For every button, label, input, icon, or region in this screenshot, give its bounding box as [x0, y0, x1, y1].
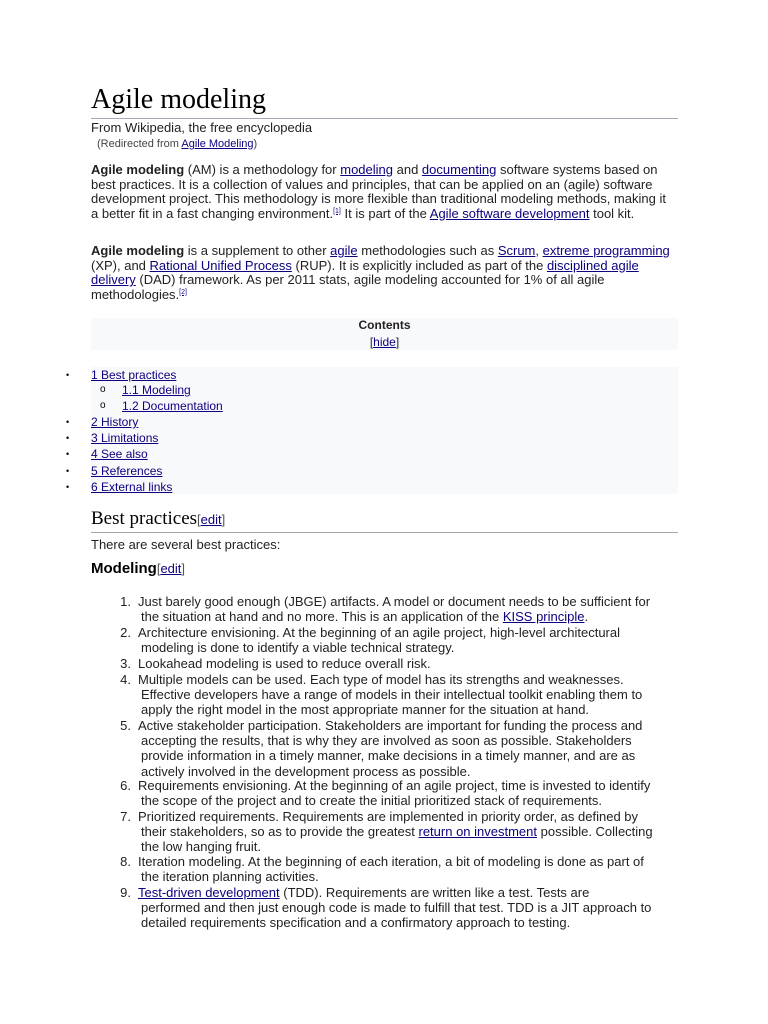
list-item: [117, 778, 677, 808]
list-item-line: [138, 594, 677, 609]
list-item-number: 7.: [120, 809, 131, 824]
redirect-notice: [97, 138, 257, 150]
list-item: [117, 594, 677, 624]
redirect-prefix: (Redirected from: [97, 138, 182, 150]
edit-section: [197, 512, 225, 527]
intro2-text: ,: [535, 243, 543, 258]
list-item-text: Prioritized requirements. Requirements are implemented in priority order, as defined by: [138, 809, 639, 824]
list-item-number: 9.: [120, 885, 131, 900]
bracket: ]: [221, 512, 226, 527]
subsection-heading-text: Modeling: [91, 560, 157, 577]
list-item: [117, 854, 677, 884]
link-scrum[interactable]: Scrum: [497, 243, 536, 258]
toc-title: Contents: [358, 318, 411, 332]
edit-link[interactable]: edit: [200, 512, 222, 527]
list-item-line: [138, 718, 677, 733]
list-item-text: the scope of the project and to create the initial prioritized stack of requirements.: [141, 793, 603, 809]
bracket: ]: [181, 561, 186, 576]
toc-item-references[interactable]: 5 References: [91, 464, 163, 478]
list-item-line: [138, 625, 677, 640]
toc-item-see-also[interactable]: 4 See also: [91, 447, 148, 461]
link-disciplined-agile-delivery[interactable]: disciplined agile delivery: [91, 257, 639, 288]
intro1-text: and: [393, 162, 422, 177]
link-test-driven-development[interactable]: Test-driven development: [138, 885, 280, 900]
list-item-text: the iteration planning activities.: [141, 869, 319, 885]
link-kiss-principle[interactable]: KISS principle: [502, 609, 585, 625]
list-item-number: 8.: [120, 854, 131, 869]
link-modeling[interactable]: modeling: [340, 162, 393, 177]
link-rational-unified-process[interactable]: Rational Unified Process: [149, 257, 292, 273]
list-item-text: apply the right model in the most appropriate manner for the situation at hand.: [141, 702, 590, 718]
reference-link[interactable]: [1]: [333, 207, 341, 215]
list-item-text: provide information in a timely manner, make decisions in a timely manner, and are as: [141, 748, 636, 764]
site-tagline: From Wikipedia, the free encyclopedia: [91, 120, 313, 135]
intro2-text: is a supplement to other: [184, 243, 331, 258]
list-item-text: Architecture envisioning. At the beginning of an agile project, high-level architectural: [138, 625, 621, 640]
bullet-icon: •: [66, 417, 70, 427]
bullet-icon: •: [66, 482, 70, 492]
list-item-line: [138, 854, 677, 869]
list-item-line: [141, 824, 677, 839]
list-item-line: [141, 869, 677, 884]
intro2-bold: Agile modeling: [91, 243, 185, 258]
toc-item-limitations[interactable]: 3 Limitations: [91, 431, 159, 445]
redirect-suffix: ): [253, 138, 258, 150]
list-item-line: [141, 915, 677, 930]
intro2-text: (DAD) framework. As per 2011 stats, agile modeling accounted for 1% of all agile methodologies.: [91, 272, 605, 302]
link-agile-software-development[interactable]: Agile software development: [429, 205, 590, 221]
toc-hide-link[interactable]: hide: [373, 335, 396, 349]
link-agile[interactable]: agile: [330, 243, 358, 258]
toc-item-history[interactable]: 2 History: [91, 415, 139, 429]
list-item-line: [138, 885, 677, 900]
list-item-line: [141, 733, 677, 748]
list-item-line: [141, 748, 677, 763]
intro1-bold: Agile modeling: [91, 162, 185, 177]
link-extreme-programming[interactable]: extreme programming: [542, 243, 670, 258]
list-item: [117, 885, 677, 931]
toc-list: [66, 367, 678, 494]
list-item-number: 1.: [120, 594, 131, 609]
toc-header: [91, 318, 678, 350]
section-heading-text: Best practices: [91, 508, 198, 529]
toc-item-documentation[interactable]: 1.2 Documentation: [122, 399, 223, 413]
intro-paragraph-1: [91, 163, 675, 221]
bullet-icon: •: [66, 449, 70, 459]
list-item-number: 5.: [120, 718, 131, 733]
list-item-line: [138, 809, 677, 824]
list-item-text: Multiple models can be used. Each type of model has its strengths and weaknesses.: [138, 672, 624, 687]
bracket: [: [156, 561, 161, 576]
list-item-number: 4.: [120, 672, 131, 687]
redirect-link[interactable]: Agile Modeling: [181, 138, 254, 150]
link-return-on-investment[interactable]: return on investment: [418, 824, 538, 840]
circle-bullet-icon: o: [100, 400, 106, 411]
bullet-icon: •: [66, 370, 70, 380]
intro-paragraph-2: [91, 244, 675, 302]
list-item-line: [141, 640, 677, 655]
bullet-icon: •: [66, 433, 70, 443]
edit-link[interactable]: edit: [160, 561, 182, 576]
reference-link[interactable]: [2]: [179, 288, 187, 296]
list-item-text: performed and then just enough code is made to fulfill that test. TDD is a JIT approach to: [141, 900, 652, 916]
list-item-text: Effective developers have a range of models in their intellectual toolkit enabling them to: [141, 687, 643, 703]
intro1-text: software systems based on best practices. It is a collection of values and principles, that can be applied on an (agile) software development project. This methodology is more flexible than traditional modeling methods, making it a better fit in a fast changing environment.: [91, 162, 666, 221]
list-item-text: modeling is done to identify a viable technical strategy.: [141, 640, 455, 656]
list-item-text: detailed requirements specification and a confirmatory approach to testing.: [141, 915, 571, 931]
intro1-text: It is part of the: [340, 205, 430, 221]
intro2-text: (XP), and: [91, 257, 150, 273]
list-item-text: Iteration modeling. At the beginning of each iteration, a bit of modeling is done as part of: [138, 854, 644, 869]
edit-section: [157, 561, 185, 576]
list-item-line: [141, 900, 677, 915]
list-item-text: possible. Collecting: [537, 824, 653, 840]
toc-toggle-wrapper: [91, 335, 678, 349]
list-item-line: [141, 764, 677, 779]
bracket: [: [369, 335, 374, 349]
bracket: ]: [395, 335, 400, 349]
list-item-number: 2.: [120, 625, 131, 640]
list-item-line: [141, 702, 677, 717]
list-item-line: the low hanging fruit.: [141, 839, 261, 855]
bracket: [: [197, 512, 201, 527]
list-item-text: (TDD). Requirements are written like a test. Tests are: [279, 885, 590, 900]
list-item: [117, 718, 677, 779]
list-item: [117, 656, 677, 671]
list-item-line: [141, 687, 677, 702]
list-item-text: Requirements envisioning. At the beginning of an agile project, time is invested to identify: [138, 778, 651, 793]
list-item-text: actively involved in the development process as possible.: [141, 763, 471, 779]
subsection-heading-modeling: [91, 559, 185, 579]
intro2-text: (RUP). It is explicitly included as part of the: [291, 257, 547, 273]
toc-item-external-links[interactable]: 6 External links: [91, 480, 173, 494]
list-item-text: accepting the results, that is why they are involved as soon as possible. Stakeholders: [141, 733, 632, 749]
list-item-number: 6.: [120, 778, 131, 793]
list-item-text: the situation at hand and no more. This is an application of the: [141, 609, 503, 625]
list-item: [117, 809, 677, 855]
list-item-line: [141, 793, 677, 808]
list-item-line: [141, 609, 677, 624]
bullet-icon: •: [66, 466, 70, 476]
intro2-text: methodologies such as: [357, 243, 498, 258]
list-item-text: Just barely good enough (JBGE) artifacts. A model or document needs to be sufficient for: [138, 594, 651, 609]
toc-item-best-practices[interactable]: 1 Best practices: [91, 368, 177, 382]
list-item-text: their stakeholders, so as to provide the greatest: [141, 824, 419, 840]
list-item: [117, 672, 677, 718]
list-item-line: [138, 778, 677, 793]
section-intro: There are several best practices:: [91, 537, 281, 552]
list-item: [117, 625, 677, 655]
toc-item-modeling[interactable]: 1.1 Modeling: [122, 383, 191, 397]
intro1-text: tool kit.: [589, 205, 635, 221]
section-heading-best-practices: [91, 507, 678, 533]
list-item-line: [138, 656, 677, 671]
intro1-text: (AM) is a methodology for: [184, 162, 341, 177]
list-item-number: 3.: [120, 656, 131, 671]
list-item-line: [138, 672, 677, 687]
circle-bullet-icon: o: [100, 384, 106, 395]
list-item-text: Active stakeholder participation. Stakeholders are important for funding the process and: [138, 718, 643, 733]
page-title: Agile modeling: [91, 82, 678, 119]
link-documenting[interactable]: documenting: [421, 162, 497, 177]
list-item-text: .: [584, 609, 589, 625]
list-item-text: Lookahead modeling is used to reduce overall risk.: [138, 656, 431, 671]
